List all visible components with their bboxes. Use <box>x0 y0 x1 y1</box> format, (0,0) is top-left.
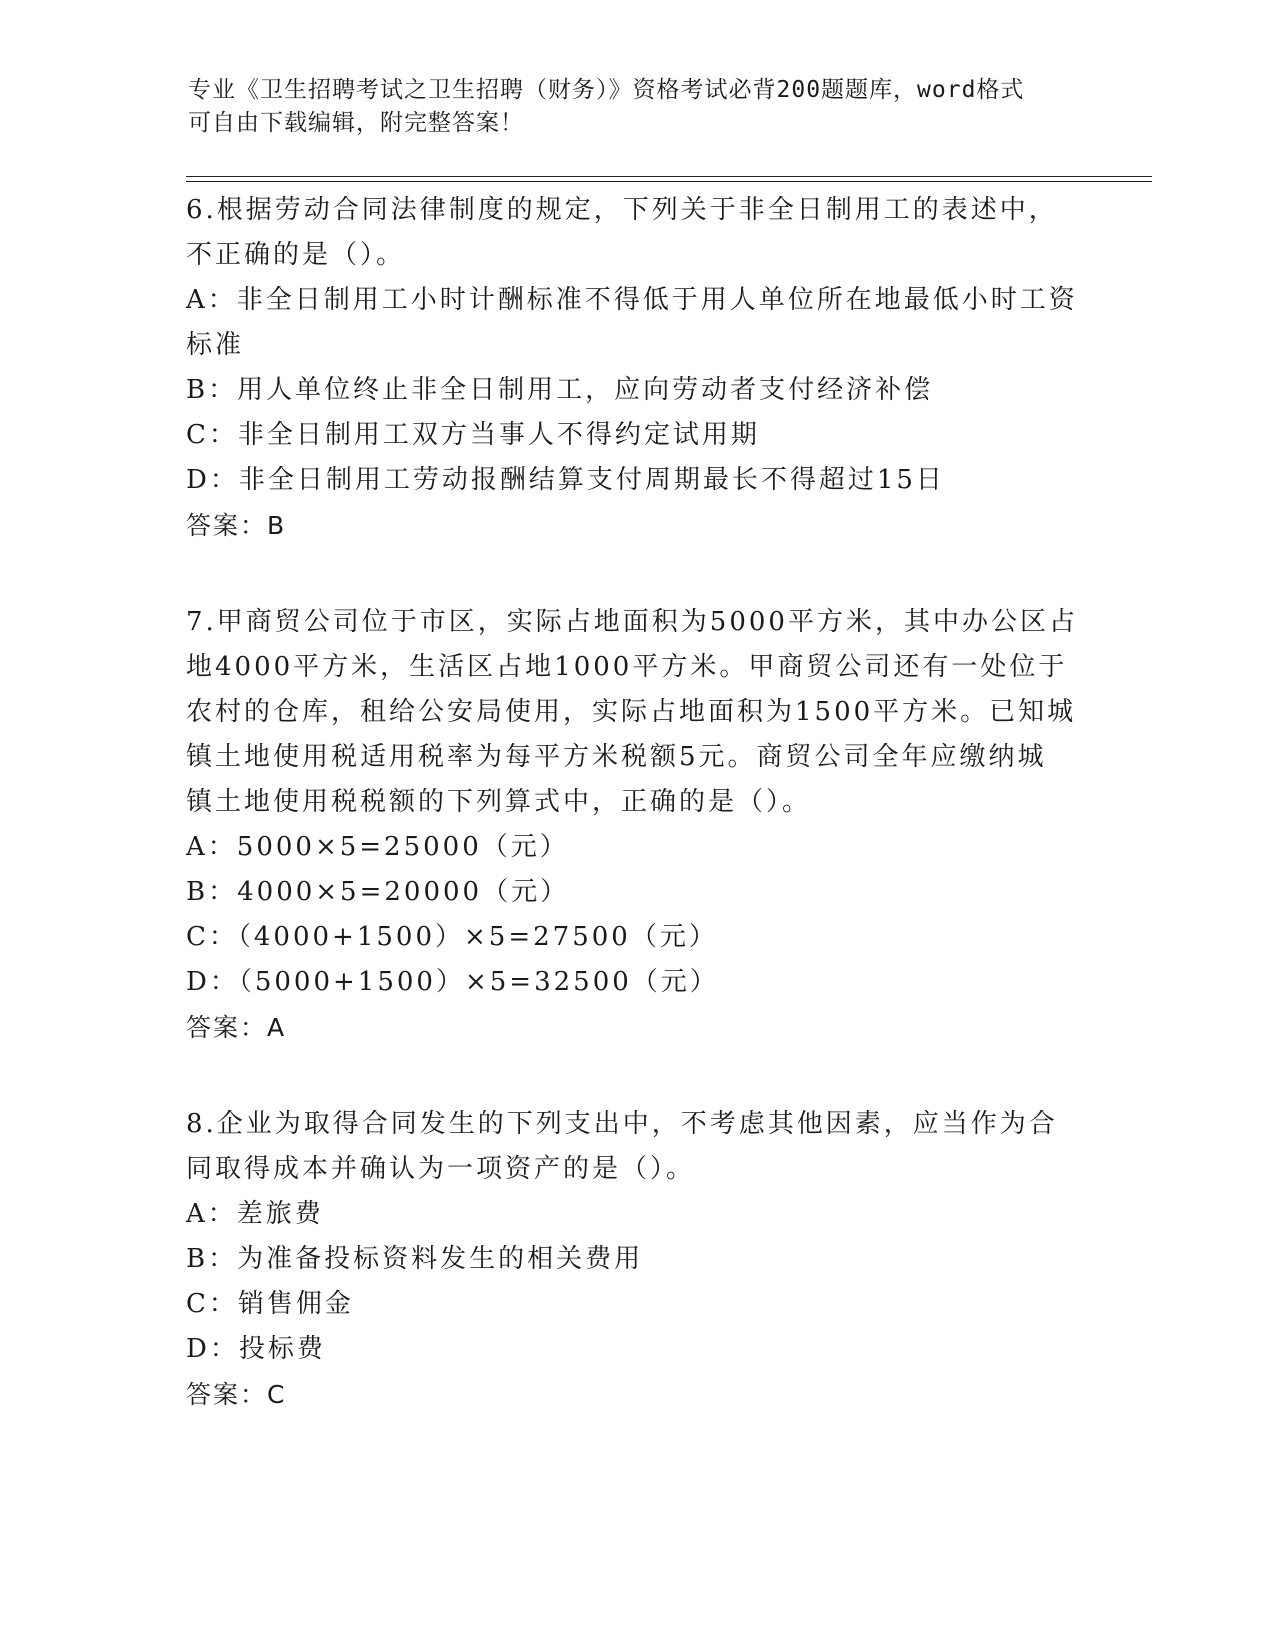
option-a: A：5000×5=25000（元） <box>186 832 569 862</box>
question-text-line: 农村的仓库，租给公安局使用，实际占地面积为1500平方米。已知城 <box>186 697 1077 727</box>
option-d: D：非全日制用工劳动报酬结算支付周期最长不得超过15日 <box>186 465 945 495</box>
answer-line: 答案：B <box>186 511 287 540</box>
header-line-2: 可自由下载编辑，附完整答案！ <box>188 110 524 136</box>
option-c: C：非全日制用工双方当事人不得约定试用期 <box>186 420 760 450</box>
question-text-line: 6.根据劳动合同法律制度的规定，下列关于非全日制用工的表述中， <box>186 195 1058 225</box>
option-c: C：销售佣金 <box>186 1289 354 1319</box>
option-c: C：（4000+1500）×5=27500（元） <box>186 922 718 952</box>
option-d: D：投标费 <box>186 1334 326 1364</box>
header-divider <box>186 176 1152 182</box>
question-text-line: 镇土地使用税税额的下列算式中，正确的是（）。 <box>186 787 812 817</box>
option-a: A：非全日制用工小时计酬标准不得低于用人单位所在地最低小时工资 <box>186 285 1078 315</box>
answer-line: 答案：C <box>186 1380 287 1409</box>
question-text-line: 不正确的是（）。 <box>186 240 406 270</box>
header-line-1: 专业《卫生招聘考试之卫生招聘（财务）》资格考试必背200题题库，word格式 <box>188 77 1025 103</box>
question-6 <box>186 188 1086 548</box>
question-text-line: 同取得成本并确认为一项资产的是（）。 <box>186 1154 696 1184</box>
question-8 <box>186 1102 1086 1417</box>
document-header <box>188 74 1068 140</box>
question-text-line: 地4000平方米，生活区占地1000平方米。甲商贸公司还有一处位于 <box>186 652 1068 682</box>
question-list <box>186 188 1086 1417</box>
option-a-continued: 标准 <box>186 330 245 360</box>
option-d: D：（5000+1500）×5=32500（元） <box>186 967 719 997</box>
option-b: B：用人单位终止非全日制用工，应向劳动者支付经济补偿 <box>186 375 934 405</box>
question-text-line: 8.企业为取得合同发生的下列支出中，不考虑其他因素，应当作为合 <box>186 1109 1058 1139</box>
answer-line: 答案：A <box>186 1013 287 1042</box>
question-7 <box>186 600 1086 1050</box>
option-b: B：为准备投标资料发生的相关费用 <box>186 1244 644 1274</box>
question-text-line: 镇土地使用税适用税率为每平方米税额5元。商贸公司全年应缴纳城 <box>186 742 1047 772</box>
option-b: B：4000×5=20000（元） <box>186 877 570 907</box>
question-text-line: 7.甲商贸公司位于市区，实际占地面积为5000平方米，其中办公区占 <box>186 607 1078 637</box>
option-a: A：差旅费 <box>186 1199 324 1229</box>
